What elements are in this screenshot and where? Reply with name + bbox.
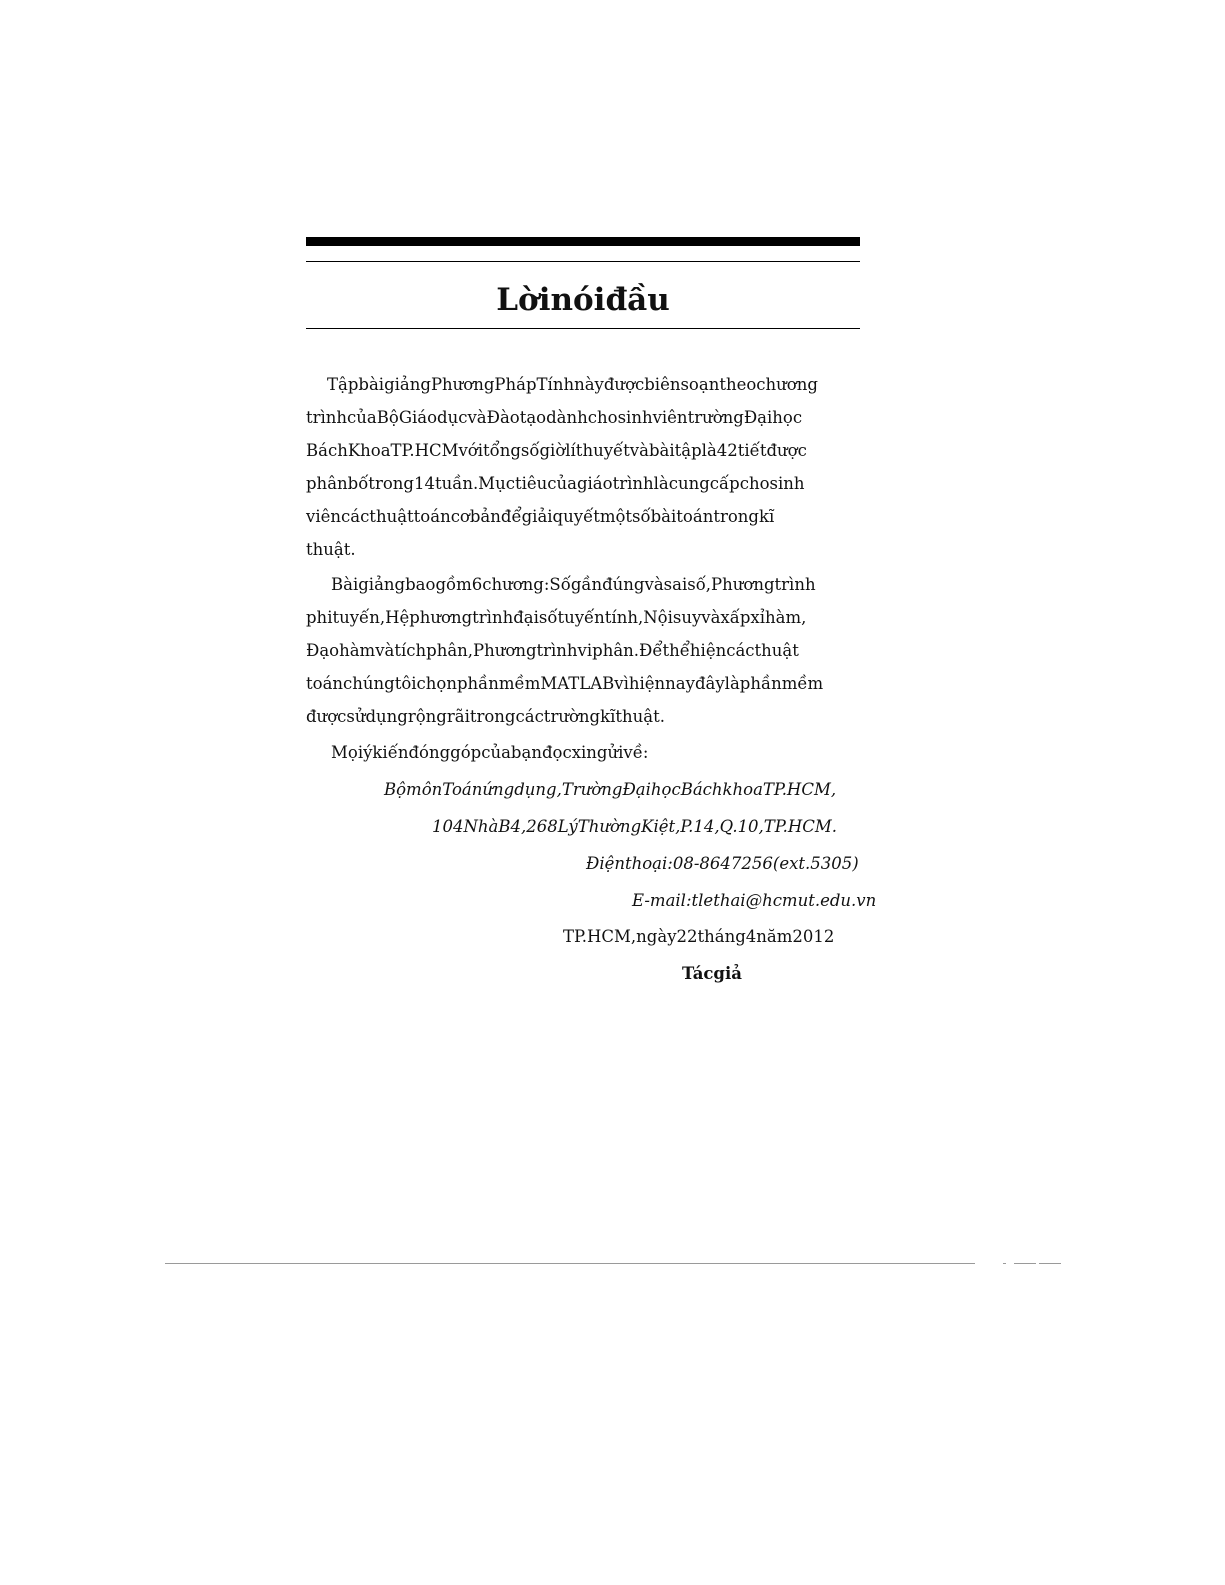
paragraph-1-line-5: viêncácthuậttoáncơbảnđểgiảiquyếtmộtsốbàitoántrongkĩ xyxy=(306,507,775,526)
footer-mark-3 xyxy=(1039,1263,1061,1264)
author-signature: Tácgiả xyxy=(682,964,742,983)
address-line-2: 104NhàB4,268LýThườngKiệt,P.14,Q.10,TP.HCM. xyxy=(432,817,837,836)
paragraph-1-line-4: phânbốtrong14tuần.Mụctiêucủagiáotrìnhlàcungcấpchosinh xyxy=(306,474,805,493)
feedback-intro: Mọiýkiếnđónggópcủabạnđọcxingửivề: xyxy=(331,743,649,762)
title-top-thick-rule xyxy=(306,237,860,246)
address-line-1: BộmônToánứngdụng,TrườngĐạihọcBáchkhoaTP.HCM, xyxy=(384,780,837,799)
paragraph-1-line-1: TậpbàigiảngPhươngPhápTínhnàyđượcbiênsoạntheochương xyxy=(327,375,818,394)
footer-rule xyxy=(165,1263,975,1264)
paragraph-2-line-4: toánchúngtôichọnphầnmềmMATLABvìhiệnnayđâylàphầnmềm xyxy=(306,674,824,693)
date-line: TP.HCM,ngày22tháng4năm2012 xyxy=(563,927,835,946)
footer-mark-1 xyxy=(1003,1263,1006,1264)
address-phone: Điệnthoại:08-8647256(ext.5305) xyxy=(586,854,859,873)
paragraph-1-line-6: thuật. xyxy=(306,540,356,559)
paragraph-2-line-1: Bàigiảngbaogồm6chương:Sốgầnđúngvàsaisố,Phươngtrình xyxy=(331,575,816,594)
paragraph-2-line-3: Đạohàmvàtíchphân,Phươngtrìnhviphân.Đểthểhiệncácthuật xyxy=(306,641,799,660)
title-top-thin-rule xyxy=(306,261,860,262)
paragraph-1-line-2: trìnhcủaBộGiáodụcvàĐàotạodànhchosinhviêntrườngĐạihọc xyxy=(306,408,803,427)
address-email: E-mail:tlethai@hcmut.edu.vn xyxy=(632,891,877,910)
page-title: Lờinóiđầu xyxy=(496,282,670,318)
paragraph-2-line-2: phituyến,Hệphươngtrìnhđạisốtuyếntính,Nộisuyvàxấpxỉhàm, xyxy=(306,608,807,627)
footer-mark-2 xyxy=(1014,1263,1036,1264)
paragraph-2-line-5: đượcsửdụngrộngrãitrongcáctrườngkĩthuật. xyxy=(306,707,665,726)
title-bottom-rule xyxy=(306,328,860,329)
paragraph-1-line-3: BáchKhoaTP.HCMvớitổngsốgiờlíthuyếtvàbàitậplà42tiếtđược xyxy=(306,441,807,460)
